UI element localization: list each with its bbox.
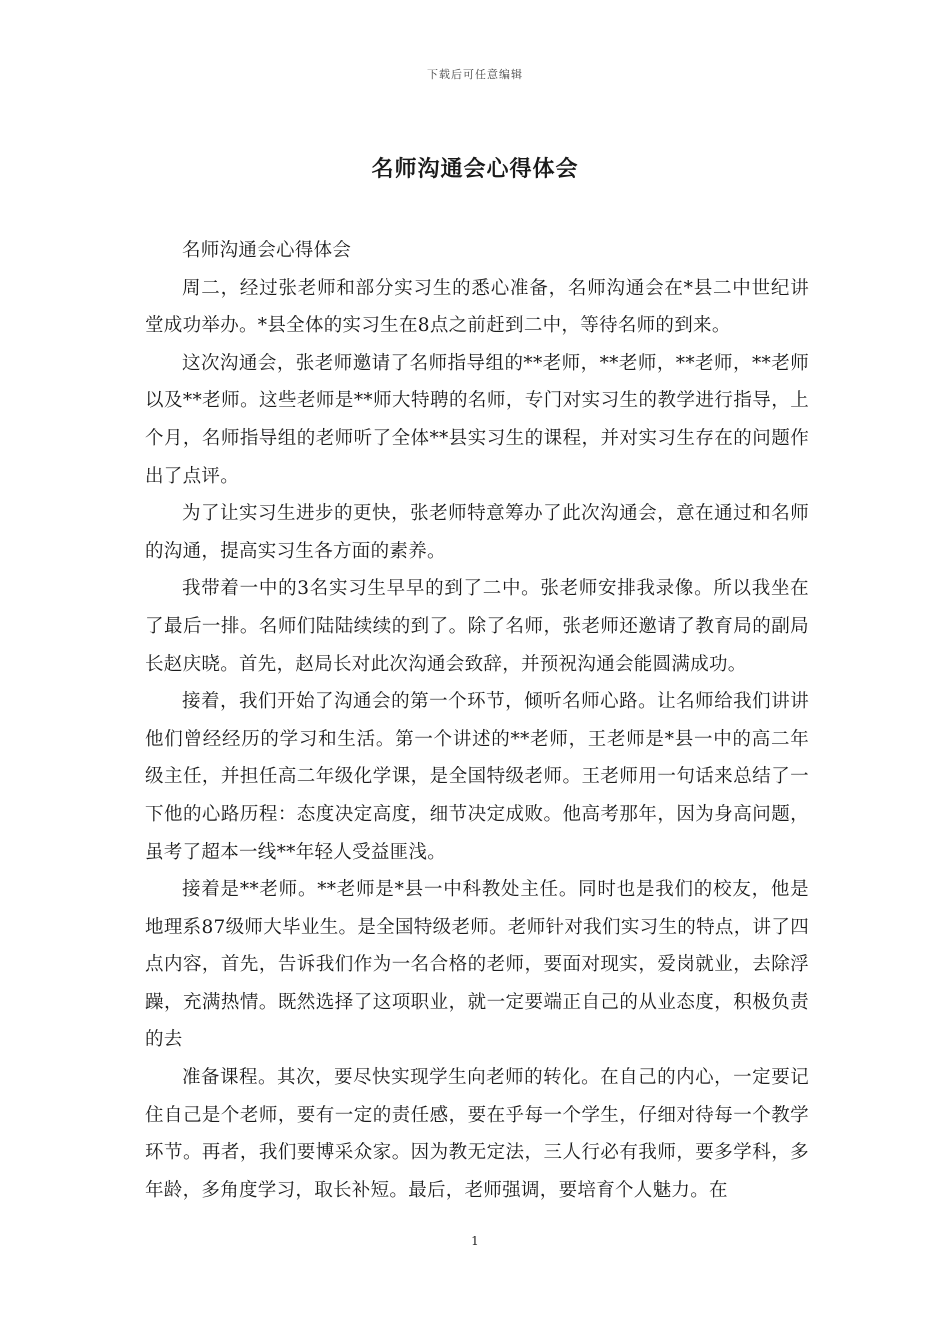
header-note: 下载后可任意编辑	[427, 68, 523, 81]
paragraph: 这次沟通会，张老师邀请了名师指导组的**老师，**老师，**老师，**老师以及**老师。这些老师是**师大特聘的名师，专门对实习生的教学进行指导，上个月，名师指导组的老师听了全体**县实习生的课程，并对实习生存在的问题作出了点评。	[145, 352, 809, 487]
paragraph: 接着是**老师。**老师是*县一中科教处主任。同时也是我们的校友，他是地理系87级师大毕业生。是全国特级老师。老师针对我们实习生的特点，讲了四点内容，首先，告诉我们作为一名合格的老师，要面对现实，爱岗就业，去除浮躁，充满热情。既然选择了这项职业，就一定要端正自己的从业态度，积极负责的去	[145, 879, 809, 1051]
document-body	[145, 232, 809, 1209]
paragraph: 周二，经过张老师和部分实习生的悉心准备，名师沟通会在*县二中世纪讲堂成功举办。*县全体的实习生在8点之前赶到二中，等待名师的到来。	[145, 277, 809, 337]
paragraph: 名师沟通会心得体会	[182, 240, 352, 261]
document-title: 名师沟通会心得体会	[371, 156, 579, 182]
paragraph: 我带着一中的3名实习生早早的到了二中。张老师安排我录像。所以我坐在了最后一排。名师们陆陆续续的到了。除了名师，张老师还邀请了教育局的副局长赵庆晓。首先，赵局长对此次沟通会致辞，并预祝沟通会能圆满成功。	[145, 578, 809, 675]
page-number: 1	[471, 1234, 479, 1248]
paragraph: 为了让实习生进步的更快，张老师特意筹办了此次沟通会，意在通过和名师的沟通，提高实习生各方面的素养。	[145, 503, 809, 562]
paragraph: 接着，我们开始了沟通会的第一个环节，倾听名师心路。让名师给我们讲讲他们曾经经历的学习和生活。第一个讲述的**老师，王老师是*县一中的高二年级主任，并担任高二年级化学课，是全国特级老师。王老师用一句话来总结了一下他的心路历程：态度决定高度，细节决定成败。他高考那年，因为身高问题，虽考了超本一线**年轻人受益匪浅。	[145, 691, 809, 863]
paragraph: 准备课程。其次，要尽快实现学生向老师的转化。在自己的内心，一定要记住自己是个老师，要有一定的责任感，要在乎每一个学生，仔细对待每一个教学环节。再者，我们要博采众家。因为教无定法，三人行必有我师，要多学科，多年龄，多角度学习，取长补短。最后，老师强调，要培育个人魅力。在	[145, 1067, 809, 1201]
